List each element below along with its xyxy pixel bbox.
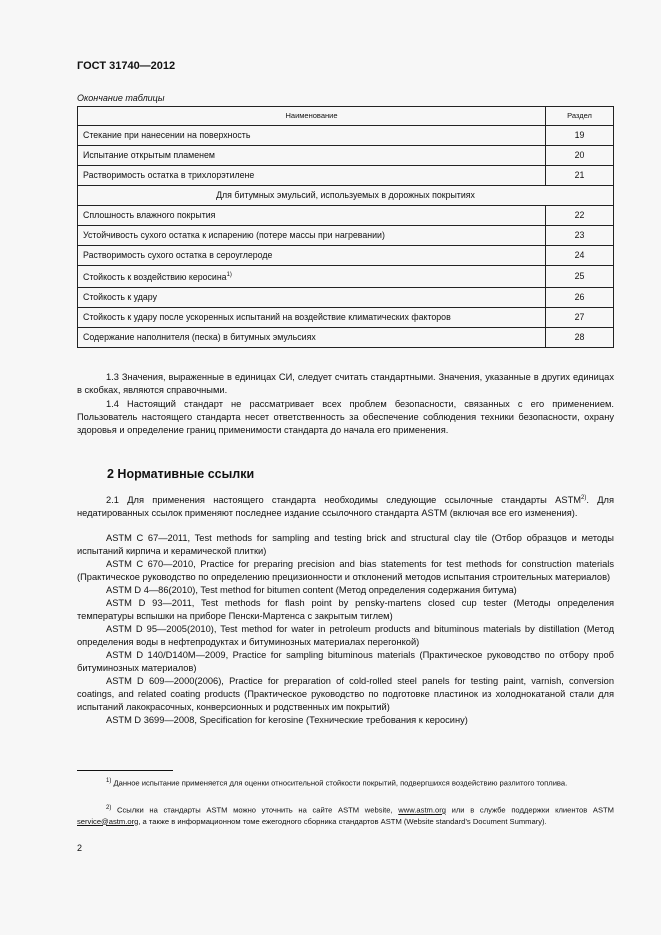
reference-item: ASTM C 670—2010, Practice for preparing precision and bias statements for test methods for construction materials (Практическое руководство по определению прецизионности и отклонений методов испытания строительных материалов)	[77, 559, 614, 582]
row-name: Растворимость сухого остатка в сероуглероде	[83, 250, 273, 260]
group-label: Для битумных эмульсий, используемых в дорожных покрытиях	[78, 186, 614, 206]
table-row	[78, 166, 614, 186]
row-name-cell	[78, 206, 546, 226]
row-section-number: 26	[546, 287, 614, 307]
reference-item: ASTM D 3699—2008, Specification for kerosine (Технические требования к керосину)	[106, 715, 468, 725]
table-row	[78, 307, 614, 327]
footnote-ref-1: 1)	[226, 272, 232, 278]
row-name: Испытание открытым пламенем	[83, 150, 215, 160]
sections-table	[77, 106, 614, 348]
reference-item: ASTM D 93—2011, Test methods for flash point by pensky-martens closed cup tester (Методы определения температуры вспышки на приборе Пенски-Мартенса с закрытым тиглем)	[77, 598, 614, 621]
row-section-number: 23	[546, 226, 614, 246]
row-section-number: 24	[546, 246, 614, 266]
reference-item: ASTM D 609—2000(2006), Practice for preparation of cold-rolled steel panels for testing paint, varnish, conversion coatings, and related coating products (Практическое руководство по подготовке пластинок из холоднокатаной стали для испытаний лакокрасочных, конверсионных и родственных им покрытий)	[77, 676, 614, 712]
footnote-2-text-b: или в службе поддержки клиентов ASTM	[445, 805, 614, 815]
footnote-divider	[77, 770, 173, 771]
header-section: Раздел	[546, 107, 614, 126]
row-name: Сплошность влажного покрытия	[83, 210, 216, 220]
paragraph-1-3: 1.3 Значения, выраженные в единицах СИ, следует считать стандартными. Значения, указанные в других единицах в скобках, являются справочными.	[77, 372, 614, 395]
row-name: Устойчивость сухого остатка к испарению (потере массы при нагревании)	[83, 230, 385, 240]
table-row	[78, 266, 614, 288]
footnote-2-text-c: , а также в информационном томе ежегодного сборника стандартов ASTM (Website standard’s Document Summary).	[138, 816, 547, 826]
row-name: Стойкость к воздействию керосина	[83, 271, 227, 282]
row-name-cell	[78, 126, 546, 146]
row-name-cell	[78, 266, 546, 288]
table-caption: Окончание таблицы	[77, 93, 165, 103]
paragraph-2-1	[77, 492, 614, 520]
table-row	[78, 327, 614, 347]
reference-item: ASTM D 140/D140M—2009, Practice for sampling bituminous materials (Практическое руководство по отбору проб битуминозных материалов)	[77, 650, 614, 673]
reference-list	[77, 532, 614, 727]
row-name-cell	[78, 287, 546, 307]
row-section-number: 19	[546, 126, 614, 146]
footnote-2-marker: 2)	[106, 805, 112, 811]
paragraph-1-4: 1.4 Настоящий стандарт не рассматривает всех проблем безопасности, связанных с его применением. Пользователь настоящего стандарта несет ответственность за обеспечение соблюдения техники безопасности, охрану здоровья и определение границ применимости стандарта до начала его применения.	[77, 399, 614, 435]
row-section-number: 21	[546, 166, 614, 186]
footnote-ref-2: 2)	[581, 495, 587, 501]
table-row	[78, 226, 614, 246]
reference-item: ASTM C 67—2011, Test methods for sampling and testing brick and structural clay tile (Отбор образцов и методы испытаний кирпича и керамической плитки)	[77, 533, 614, 556]
footnote-1-marker: 1)	[106, 778, 112, 784]
row-name-cell	[78, 166, 546, 186]
row-section-number: 22	[546, 206, 614, 226]
astm-service-email-link[interactable]: service@astm.org	[77, 816, 139, 826]
row-name-cell	[78, 146, 546, 166]
table-row	[78, 126, 614, 146]
row-name: Растворимость остатка в трихлорэтилене	[83, 170, 255, 180]
row-name-cell	[78, 327, 546, 347]
footnote-1	[77, 776, 614, 789]
table-row	[78, 146, 614, 166]
paragraph-2-1-rest: . Для недатированных ссылок применяют последнее издание ссылочного стандарта ASTM (включая все его изменения).	[77, 495, 614, 519]
table-row	[78, 206, 614, 226]
row-name-cell	[78, 246, 546, 266]
reference-item: ASTM D 95—2005(2010), Test method for water in petroleum products and bituminous materials by distillation (Метод определения воды в нефтепродуктах и битуминозных материалах перегонкой)	[77, 624, 614, 647]
row-name-cell	[78, 307, 546, 327]
row-name: Содержание наполнителя (песка) в битумных эмульсиях	[83, 331, 316, 342]
table-header-row	[78, 107, 614, 126]
reference-item: ASTM D 4—86(2010), Test method for bitumen content (Метод определения содержания битума)	[106, 585, 517, 595]
row-name-cell	[78, 226, 546, 246]
header-name: Наименование	[78, 107, 546, 126]
row-section-number: 27	[546, 307, 614, 327]
row-section-number: 25	[546, 266, 614, 288]
section-heading: 2 Нормативные ссылки	[107, 467, 255, 481]
astm-website-link[interactable]: www.astm.org	[398, 805, 446, 815]
row-name: Стойкость к удару после ускоренных испытаний на воздействие климатических факторов	[83, 311, 451, 322]
table-row	[78, 287, 614, 307]
row-name: Стекание при нанесении на поверхность	[83, 130, 251, 140]
page-number: 2	[77, 843, 83, 853]
paragraph-2-1-text: 2.1 Для применения настоящего стандарта необходимы следующие ссылочные стандарты ASTM	[106, 495, 581, 506]
row-section-number: 28	[546, 327, 614, 347]
footnote-2	[77, 803, 614, 827]
footnote-1-text: Данное испытание применяется для оценки относительной стойкости покрытий, подвергшихся воздействию разлитого топлива.	[111, 778, 568, 788]
table-row	[78, 246, 614, 266]
row-section-number: 20	[546, 146, 614, 166]
document-title: ГОСТ 31740—2012	[77, 60, 176, 72]
table-group-row	[78, 186, 614, 206]
row-name: Стойкость к удару	[83, 291, 158, 302]
footnote-2-text-a: Ссылки на стандарты ASTM можно уточнить на сайте ASTM website,	[111, 805, 399, 815]
